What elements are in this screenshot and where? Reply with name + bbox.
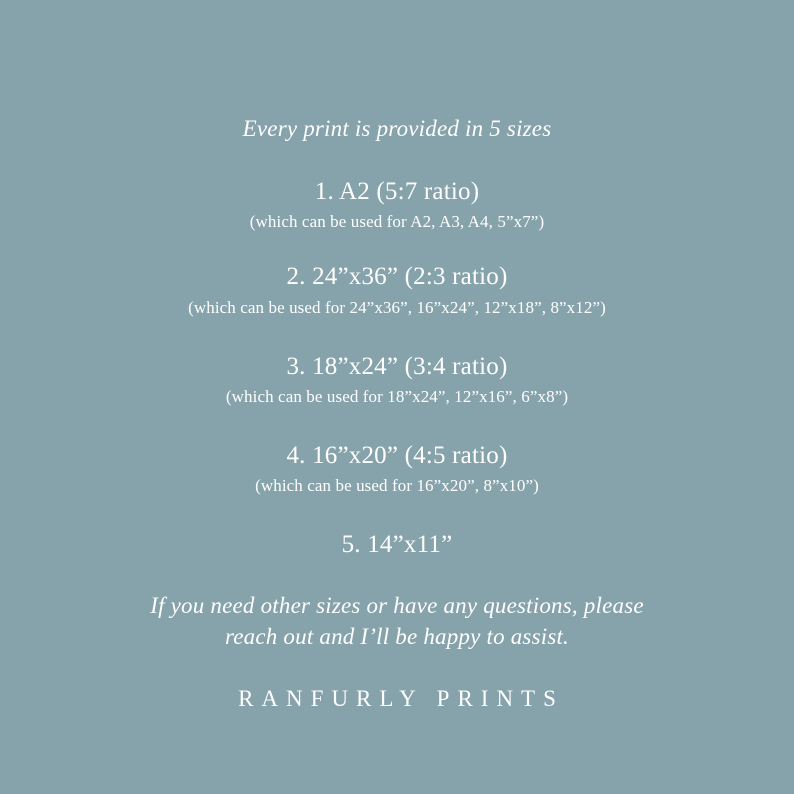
size-3-title: 3. 18”x24” (3:4 ratio) (286, 353, 508, 380)
size-1-note: (which can be used for A2, A3, A4, 5”x7”) (249, 212, 545, 231)
closing-text-line-2: reach out and I’ll be happy to assist. (224, 624, 570, 649)
intro-text: Every print is provided in 5 sizes (242, 116, 552, 141)
size-2-title: 2. 24”x36” (2:3 ratio) (286, 263, 508, 290)
size-2-note: (which can be used for 24”x36”, 16”x24”, 12”x18”, 8”x12”) (188, 298, 606, 317)
size-4-note: (which can be used for 16”x20”, 8”x10”) (255, 476, 539, 495)
brand-name: RANFURLY PRINTS (238, 686, 564, 711)
size-4-title: 4. 16”x20” (4:5 ratio) (286, 442, 508, 469)
size-1-title: 1. A2 (5:7 ratio) (314, 178, 480, 205)
size-5-title: 5. 14”x11” (341, 531, 453, 558)
size-3-note: (which can be used for 18”x24”, 12”x16”, 6”x8”) (225, 387, 569, 406)
closing-text-line-1: If you need other sizes or have any questions, please (150, 593, 644, 618)
